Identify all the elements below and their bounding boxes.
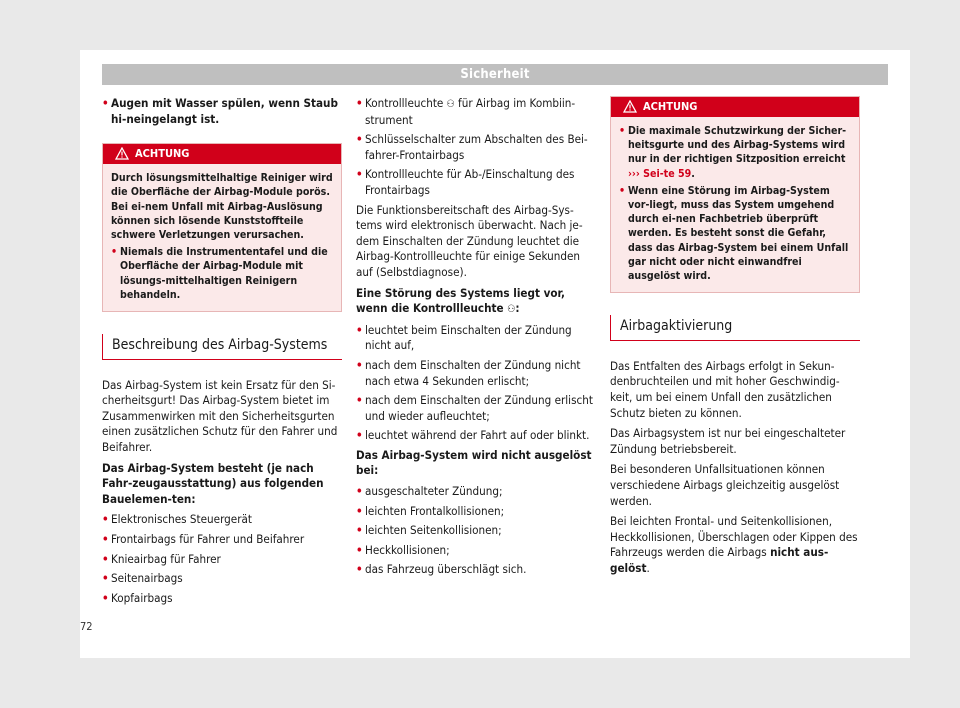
fault-list [356,323,596,444]
component-list [102,512,342,606]
list-item: • das Fahrzeug überschlägt sich. [356,562,527,577]
column-1 [102,96,342,610]
bullet-icon: • [102,96,109,110]
list-item: • leuchtet während der Fahrt auf oder blinkt. [356,428,590,443]
manual-page [80,50,910,658]
paragraph: Das Airbag-System ist kein Ersatz für den Si-cherheitsgurt! Das Airbag-System bietet im Zusammenwirken mit den Sicherheitsgurten einen zusätzlichen Schutz für den Fahrer und Beifahrer. [102,377,338,454]
list-item: • Niemals die Instrumententafel und die Oberfläche der Airbag-Module mit lösungs-mittelhaltigen Reinigern behandeln. [111,246,328,301]
column-2 [356,96,596,582]
page-number: 72 [80,620,93,633]
bullet-icon: • [356,167,363,182]
bullet-icon: • [356,428,363,443]
list-item: • Kontrollleuchte für Ab-/Einschaltung des Frontairbags [356,167,575,197]
bullet-icon: • [356,132,363,147]
list-item: • Seitenairbags [102,571,183,586]
list-item: • Kopfairbags [102,590,173,605]
list-item: • Augen mit Wasser spülen, wenn Staub hi-neingelangt ist. [102,96,338,126]
page-header: Sicherheit [102,64,888,85]
bullet-icon: • [356,562,363,577]
bullet-icon: • [102,571,109,586]
list-item: • Wenn eine Störung im Airbag-System vor-liegt, muss das System umgehend durch ei-nen Fachbetrieb überprüft werden. Es besteht sonst die Gefahr, dass das Airbag-System bei einem Unfall gar nicht oder nicht einwandfrei ausgelöst wird. [619,184,849,283]
bullet-icon: • [356,503,363,518]
bullet-icon: • [356,357,363,372]
warning-header: ACHTUNG [611,97,859,117]
paragraph: Das Entfalten des Airbags erfolgt in Sekun-denbruchteilen und mit hoher Geschwindig-keit, um bei einem Unfall den zusätzlichen Schutz bieten zu können. [610,358,840,420]
section-title: Beschreibung des Airbag-Systems [102,338,342,360]
warning-header: ACHTUNG [103,144,341,164]
warning-box [610,96,860,293]
list-item: • leichten Seitenkollisionen; [356,523,502,538]
paragraph: Eine Störung des Systems liegt vor, wenn die Kontrollleuchte ⚇: [356,285,565,316]
page-ref-arrow[interactable]: ››› [628,167,640,180]
list-item: • nach dem Einschalten der Zündung erlischt und wieder aufleuchtet; [356,393,593,423]
list-item: • ausgeschalteter Zündung; [356,484,503,499]
paragraph: Das Airbagsystem ist nur bei eingeschalteter Zündung betriebsbereit. [610,426,846,456]
warning-body: Durch lösungsmittelhaltige Reiniger wird die Oberfläche der Airbag-Module porös. Bei ei-nem Unfall mit Airbag-Auslösung können sich lösende Kunststoffteile schwere Verletzungen verursachen. • Niemals die Instrumententafel und die Oberfläche der Airbag-Module mit lösungs-mittelhaltigen Reinigern behandeln. [111,172,333,301]
list-item: • Frontairbags für Fahrer und Beifahrer [102,531,305,546]
paragraph: Bei besonderen Unfallsituationen können verschiedene Airbags gleichzeitig ausgelöst werden. [610,462,840,508]
list-item: • Knieairbag für Fahrer [102,551,221,566]
no-deploy-list [356,484,596,578]
list-item: • leuchtet beim Einschalten der Zündung nicht auf, [356,322,572,353]
page-ref-link[interactable]: Sei-te 59 [643,167,692,180]
bullet-icon: • [356,523,363,538]
list-item: • Schlüsselschalter zum Abschalten des Bei-fahrer-Frontairbags [356,132,588,162]
list-item: • nach dem Einschalten der Zündung nicht nach etwa 4 Sekunden erlischt; [356,357,581,388]
section-title: Airbagaktivierung [610,319,860,341]
airbag-warning-light-icon: ⚇ [507,304,516,316]
bullet-icon: • [619,184,626,197]
warning-triangle-icon [623,100,637,113]
airbag-warning-light-icon: ⚇ [446,99,455,110]
warning-box [102,143,342,312]
warning-body [611,117,859,292]
list-item: • Elektronisches Steuergerät [102,512,252,527]
list-item: • Kontrollleuchte ⚇ für Airbag im Kombiin-strument [356,96,576,127]
paragraph: Das Airbag-System besteht (je nach Fahr-zeugausstattung) aus folgenden Bauelemen-ten: [102,460,324,506]
list-item: • Heckkollisionen; [356,542,450,557]
column-3 [610,96,860,582]
bullet-icon: • [356,393,363,408]
paragraph: Bei leichten Frontal- und Seitenkollisionen, Heckkollisionen, Überschlagen oder Kippen des Fahrzeugs werden die Airbags nicht aus-gelöst. [610,514,858,575]
list-item: • leichten Frontalkollisionen; [356,503,505,518]
paragraph: Die Funktionsbereitschaft des Airbag-Sys-tems wird elektronisch überwacht. Nach je-dem Einschalten der Zündung leuchtet die Airbag-Kontrollleuchte für einige Sekunden auf (Selbstdiagnose). [356,202,583,279]
bullet-icon: • [356,96,363,110]
bullet-icon: • [356,542,363,557]
paragraph: Das Airbag-System wird nicht ausgelöst bei: [356,447,592,478]
bullet-icon: • [102,590,109,605]
list-item: • Die maximale Schutzwirkung der Sicher-heitsgurte und des Airbag-Systems wird nur in der richtigen Sitzposition erreicht ››› Sei-te 59. [619,125,847,180]
warning-triangle-icon [115,147,129,160]
bullet-icon: • [619,125,626,137]
bullet-icon: • [356,322,363,337]
bullet-icon: • [356,484,363,499]
bullet-icon: • [102,531,109,546]
bullet-icon: • [111,246,118,259]
bullet-icon: • [102,551,109,566]
bullet-icon: • [102,512,109,527]
